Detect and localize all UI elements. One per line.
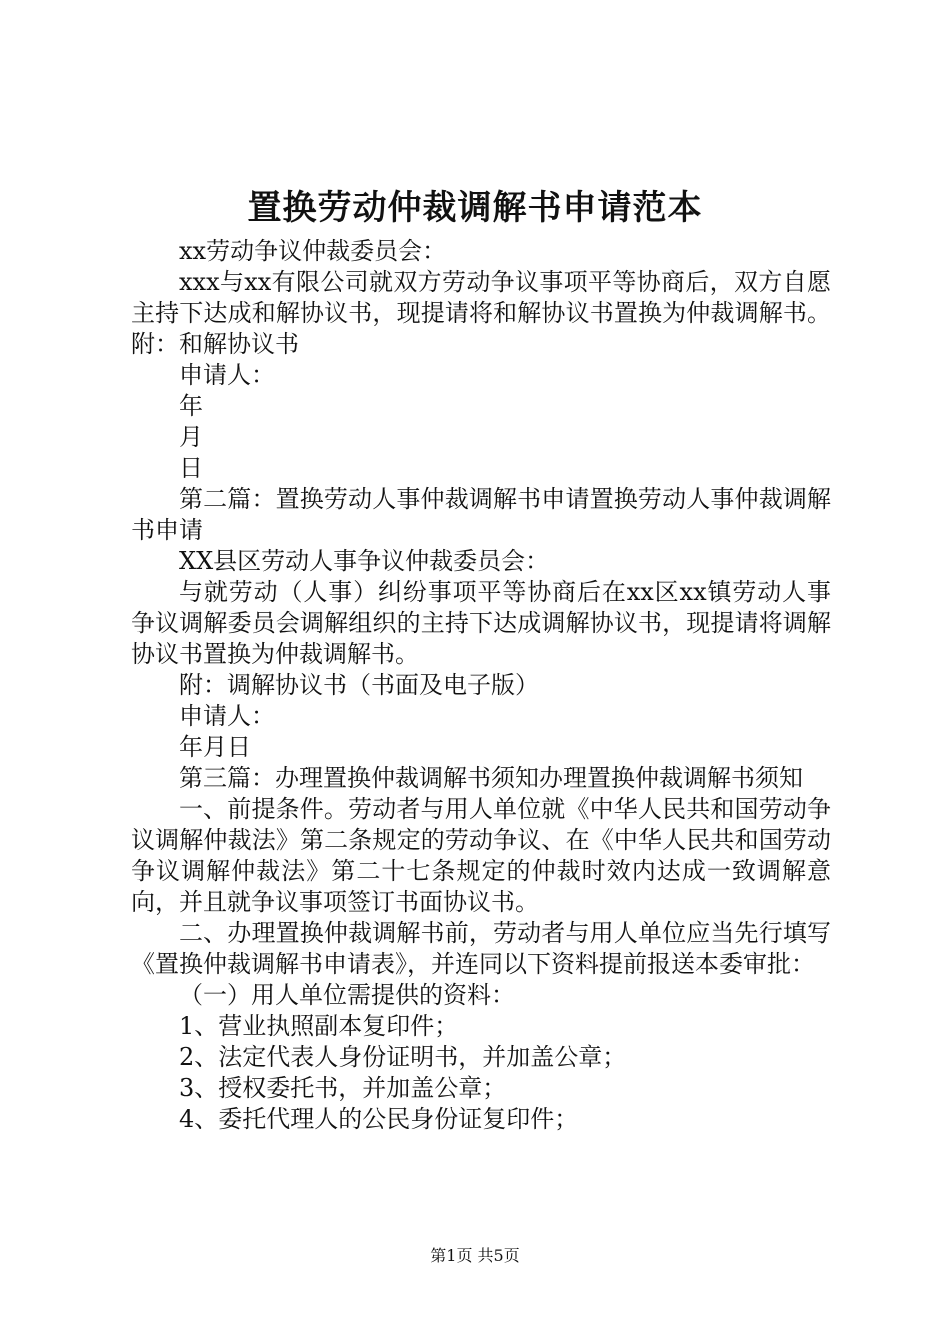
attachment-line: 附：调解协议书（书面及电子版）	[179, 671, 539, 699]
list-item: 4、委托代理人的公民身份证复印件；	[179, 1105, 579, 1133]
list-item: 1、营业执照副本复印件；	[179, 1012, 459, 1040]
prerequisite-paragraph: 一、前提条件。劳动者与用人单位就《中华人民共和国劳动争议调解仲裁法》第二条规定的劳动争议、在《中华人民共和国劳动争议调解仲裁法》第二十七条规定的仲裁时效内达成一致调解意向，并且就争议事项签订书面协议书。	[131, 795, 831, 916]
applicant-label: 申请人：	[179, 361, 275, 389]
application-paragraph-2: 与就劳动（人事）纠纷事项平等协商后在xx区xx镇劳动人事争议调解委员会调解组织的主持下达成调解协议书，现提请将调解协议书置换为仲裁调解书。	[131, 578, 831, 668]
page-footer: 第1页 共5页	[430, 1246, 520, 1265]
document-body	[131, 236, 831, 1135]
applicant-label-2: 申请人：	[179, 702, 275, 730]
procedure-paragraph: 二、办理置换仲裁调解书前，劳动者与用人单位应当先行填写《置换仲裁调解书申请表》，并连同以下资料提前报送本委审批：	[131, 919, 831, 978]
section-heading-2: 第二篇：置换劳动人事仲裁调解书申请置换劳动人事仲裁调解书申请	[131, 485, 831, 544]
section-heading-3: 第三篇：办理置换仲裁调解书须知办理置换仲裁调解书须知	[179, 764, 803, 792]
employer-materials-heading: （一）用人单位需提供的资料：	[179, 981, 515, 1009]
date-year: 年	[179, 392, 203, 420]
date-line: 年月日	[179, 733, 251, 761]
list-item: 3、授权委托书，并加盖公章；	[179, 1074, 507, 1102]
list-item: 2、法定代表人身份证明书，并加盖公章；	[179, 1043, 627, 1071]
date-day: 日	[179, 454, 203, 482]
addressee-line-2: XX县区劳动人事争议仲裁委员会：	[179, 547, 550, 575]
document-title: 置换劳动仲裁调解书申请范本	[247, 188, 703, 228]
date-month: 月	[179, 423, 203, 451]
application-paragraph: xxx与xx有限公司就双方劳动争议事项平等协商后，双方自愿主持下达成和解协议书，现提请将和解协议书置换为仲裁调解书。附：和解协议书	[131, 268, 831, 358]
addressee-line: xx劳动争议仲裁委员会：	[179, 237, 447, 265]
